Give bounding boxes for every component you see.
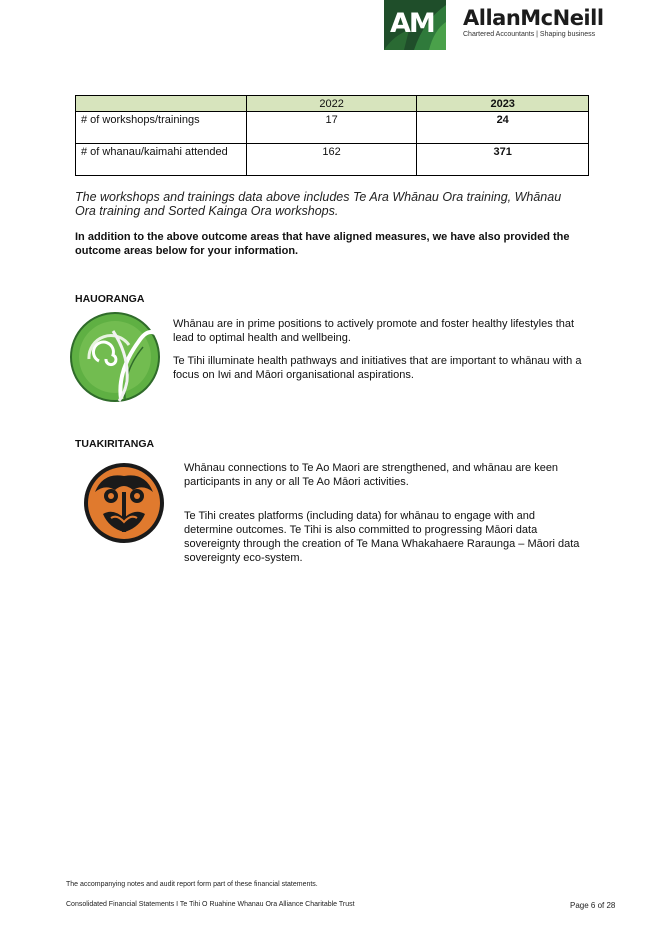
table-header-2023: 2023 [417,96,589,112]
orange-kowhaiwhai-emblem-icon [83,462,165,544]
value-2023: 24 [417,112,589,144]
page-number: Page 6 of 28 [570,901,616,910]
row-label: # of workshops/trainings [76,112,247,144]
value-2022: 17 [246,112,417,144]
table-header-row [76,96,589,112]
logo-monogram: AM [390,8,434,39]
value-2023: 371 [417,144,589,176]
table-row [76,144,589,176]
green-koru-emblem-icon [69,311,161,403]
hauoranga-paragraph-1: Whānau are in prime positions to actively promote and foster healthy lifestyles that lead to optimal health and wellbeing. [173,318,575,344]
tuakiritanga-paragraph-1: Whānau connections to Te Ao Maori are strengthened, and whānau are keen participants in any or all Te Ao Māori activities. [184,462,559,488]
company-logo-mark [384,0,446,50]
workshops-note: The workshops and trainings data above includes Te Ara Whānau Ora training, Whānau Ora training and Sorted Kainga Ora workshops. [75,190,562,218]
value-2022: 162 [246,144,417,176]
footer-document-title: Consolidated Financial Statements I Te Tihi O Ruahine Whanau Ora Alliance Charitable Trust [66,901,355,908]
hauoranga-heading: HAUORANGA [75,293,145,305]
footer-note: The accompanying notes and audit report form part of these financial statements. [66,881,318,888]
workshops-table [75,95,589,176]
hauoranga-paragraph-2: Te Tihi illuminate health pathways and initiatives that are important to whānau with a focus on Iwi and Māori organisational aspirations. [173,355,582,381]
table-row [76,112,589,144]
outcome-areas-note: In addition to the above outcome areas that have aligned measures, we have also provided the outcome areas below for your information. [75,231,570,257]
table-header-2022: 2022 [246,96,417,112]
table-header-label [76,96,247,112]
company-name: AllanMcNeill [463,6,604,30]
tuakiritanga-heading: TUAKIRITANGA [75,438,155,450]
company-tagline: Chartered Accountants | Shaping business [463,31,596,38]
tuakiritanga-paragraph-2: Te Tihi creates platforms (including data) for whānau to engage with and determine outcomes. Te Tihi is also committed to progressing Māori data sovereignty through the creation of Te Mana Whakahaere Raraunga – Māori data sovereignty eco-system. [184,510,580,564]
row-label: # of whanau/kaimahi attended [76,144,247,176]
